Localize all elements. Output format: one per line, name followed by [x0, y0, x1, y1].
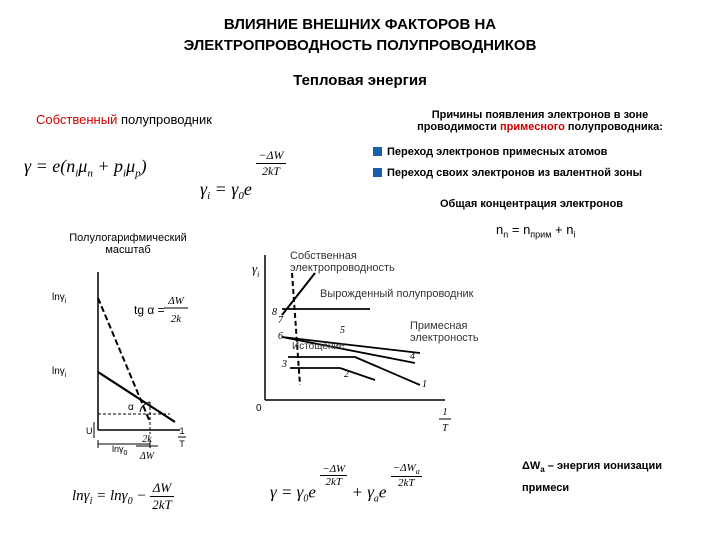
ln-denominator: 2kT [152, 497, 172, 512]
ln-gamma-formula [72, 480, 174, 513]
reasons-heading [380, 109, 700, 133]
gamma-i-formula [200, 148, 286, 202]
ratio-numerator: 2k [142, 434, 152, 445]
formula-sub: 0 [127, 495, 133, 507]
ionization-line-1: $\Delta W_a$ – энергия ионизации [522, 460, 662, 475]
curve-number-7: 7 [278, 315, 283, 326]
formula-part: ) [140, 156, 147, 176]
exp2-fraction [391, 462, 422, 489]
formula-part: γ = γ [270, 482, 304, 502]
intrinsic-label-2: электропроводность [290, 262, 395, 274]
reasons-line-2: проводимости примесного полупроводника: [417, 121, 663, 133]
formula-part: γ = e(n [24, 156, 76, 176]
curve-number-3: 3 [282, 359, 287, 370]
reasons-line-1: Причины появления электронов в зоне [431, 109, 649, 121]
page-title [0, 14, 720, 56]
tg-label: tg α = [134, 303, 165, 317]
ionization-line-2: примеси [522, 482, 570, 495]
depletion-label: Истощение [292, 341, 345, 352]
total-concentration-label: Общая концентрация электронов [440, 198, 624, 210]
degenerate-label: Вырожденный полупроводник [320, 288, 474, 300]
formula-part: = γ [210, 179, 239, 199]
title-line-1: ВЛИЯНИЕ ВНЕШНИХ ФАКТОРОВ НА [223, 16, 497, 33]
exp1-denominator: 2kT [325, 476, 342, 489]
tg-denominator: 2k [170, 313, 182, 325]
formula-sub: i [75, 167, 79, 180]
formula-part: μ [78, 156, 88, 176]
u-label: U [86, 426, 93, 436]
total-conductivity-formula [270, 462, 422, 505]
bullet-item-1 [373, 146, 607, 158]
formula-part: lnγ [72, 487, 90, 504]
formula-part: + γ [347, 482, 374, 502]
conductivity-graph [240, 245, 530, 440]
curve-number-2: 2 [344, 369, 349, 380]
formula-part: = lnγ [92, 487, 128, 504]
inv-t-numerator: 1 [179, 426, 185, 436]
x-axis-numerator: 1 [442, 407, 448, 418]
y-axis-label: $\gamma_i$ [252, 261, 260, 279]
formula-part: − [132, 487, 147, 504]
exponent-denominator: 2kT [261, 164, 280, 178]
ln-fraction [150, 480, 174, 513]
concentration-formula: $n_n = n_{прим} + n_i$ [496, 222, 576, 240]
semilog-line-1: Полулогарифмический [69, 232, 187, 244]
formula-part: + p [92, 156, 123, 176]
ln-numerator: ΔW [150, 480, 174, 497]
semilog-graph [50, 262, 220, 477]
formula-part: e [243, 179, 252, 199]
exponent-numerator: −ΔW [258, 148, 284, 162]
formula-sub: p [135, 167, 141, 180]
curve-number-5: 5 [340, 325, 345, 336]
intrinsic-rest: полупроводник [117, 112, 212, 127]
origin-label: 0 [256, 403, 262, 414]
semilog-caption [58, 232, 198, 256]
exp1-numerator: −ΔW [322, 463, 346, 476]
title-line-2: ЭЛЕКТРОПРОВОДНОСТЬ ПОЛУПРОВОДНИКОВ [183, 37, 537, 54]
exp1-fraction [320, 463, 347, 488]
formula-sub: 0 [238, 190, 244, 202]
intrinsic-label-1: Собственная [290, 250, 357, 262]
bullet-icon [373, 168, 382, 177]
impurity-word: примесного [499, 121, 565, 133]
formula-sub: 0 [303, 493, 309, 505]
ratio-denominator: ΔW [139, 451, 155, 462]
exp2-numerator: $-\Delta W_a$ [392, 462, 420, 477]
formula-part: e [308, 482, 316, 502]
tg-numerator: ΔW [168, 295, 184, 307]
x-axis-denominator: T [442, 423, 448, 434]
alpha-label: α [128, 402, 134, 413]
formula-sub: i [123, 167, 127, 180]
inv-t-denominator: T [179, 439, 185, 449]
exp2-denominator: 2kT [397, 477, 415, 490]
axis-label-ln-gamma-2: lnγ$_i$ [52, 366, 67, 379]
formula-part: μ [126, 156, 136, 176]
bullet-icon [373, 147, 382, 156]
formula-sub: i [89, 495, 93, 507]
formula-sub: a [373, 493, 379, 505]
exponent-fraction [256, 148, 285, 179]
intrinsic-heading [36, 112, 212, 127]
axis-label-ln-gamma: lnγ$_i$ [52, 292, 67, 305]
formula-sub: n [87, 167, 93, 180]
bullet-text: Переход своих электронов из валентной зоны [387, 167, 642, 179]
semilog-line-2: масштаб [105, 244, 151, 256]
curve-number-1: 1 [422, 379, 427, 390]
impurity-label-2: электроность [410, 332, 479, 344]
intrinsic-word: Собственный [36, 112, 118, 127]
bullet-text: Переход электронов примесных атомов [387, 146, 608, 158]
impurity-label-1: Примесная [410, 320, 468, 332]
curve-number-4: 4 [410, 351, 415, 362]
formula-part: e [378, 482, 387, 502]
curve-number-6: 6 [278, 331, 283, 342]
formula-sub: i [207, 190, 211, 202]
ionization-note [522, 460, 712, 494]
ln-gamma0-label: lnγ$_0$ [112, 444, 128, 457]
conductivity-formula [24, 156, 147, 180]
page-subtitle: Тепловая энергия [293, 72, 427, 89]
curve-number-8: 8 [272, 307, 277, 318]
formula-part: γ [200, 179, 208, 199]
bullet-item-2 [373, 167, 642, 179]
